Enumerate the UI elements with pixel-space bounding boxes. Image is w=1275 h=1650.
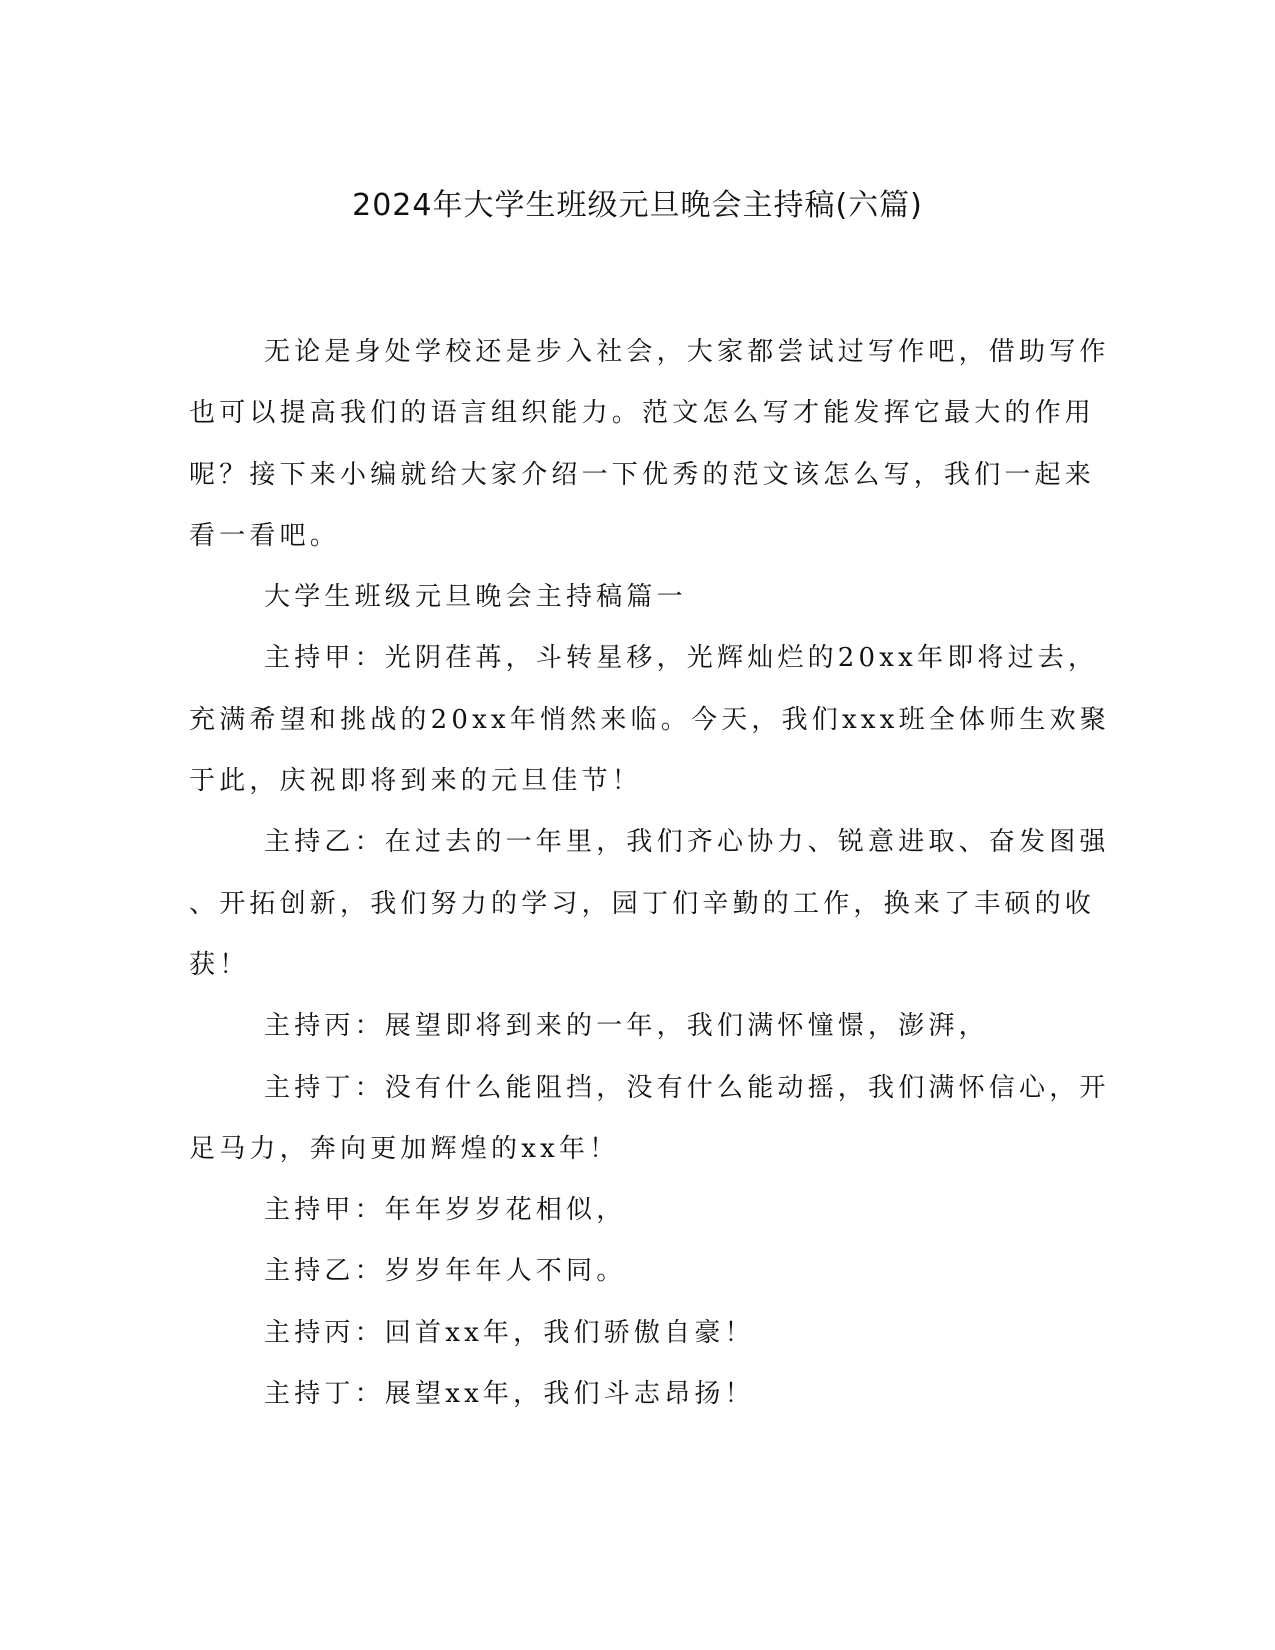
paragraph-line: 看一看吧。 <box>189 520 341 551</box>
paragraph-line: 无论是身处学校还是步入社会，大家都尝试过写作吧，借助写作 <box>264 337 1110 367</box>
paragraph-line: 获！ <box>189 949 250 980</box>
paragraph-line: 、开拓创新，我们努力的学习，园丁们辛勤的工作，换来了丰硕的收 <box>189 888 1096 919</box>
paragraph-line: 主持丁：没有什么能阻挡，没有什么能动摇，我们满怀信心，开 <box>264 1072 1110 1103</box>
section-heading: 大学生班级元旦晚会主持稿篇一 <box>264 582 687 613</box>
paragraph-line: 主持甲：光阴荏苒，斗转星移，光辉灿烂的20xx年即将过去， <box>264 643 1099 674</box>
paragraph-line: 充满希望和挑战的20xx年悄然来临。今天，我们xxx班全体师生欢聚 <box>189 704 1111 735</box>
paragraph-line: 足马力，奔向更加辉煌的xx年！ <box>189 1133 620 1164</box>
paragraph-line: 主持乙：在过去的一年里，我们齐心协力、锐意进取、奋发图强 <box>264 827 1110 858</box>
paragraph-line: 呢？接下来小编就给大家介绍一下优秀的范文该怎么写，我们一起来 <box>189 459 1096 490</box>
paragraph-line: 也可以提高我们的语言组织能力。范文怎么写才能发挥它最大的作用 <box>189 398 1096 429</box>
document-body <box>189 322 1111 1425</box>
paragraph-line: 主持丙：回首xx年，我们骄傲自豪！ <box>264 1317 755 1348</box>
paragraph-line: 主持丁：展望xx年，我们斗志昂扬！ <box>264 1379 755 1410</box>
document-title: 2024年大学生班级元旦晚会主持稿(六篇) <box>352 188 923 223</box>
paragraph-line: 于此，庆祝即将到来的元旦佳节！ <box>189 766 643 797</box>
paragraph-line: 主持甲：年年岁岁花相似， <box>264 1195 627 1226</box>
paragraph-line: 主持乙：岁岁年年人不同。 <box>264 1256 627 1287</box>
paragraph-line: 主持丙：展望即将到来的一年，我们满怀憧憬，澎湃， <box>264 1011 989 1042</box>
